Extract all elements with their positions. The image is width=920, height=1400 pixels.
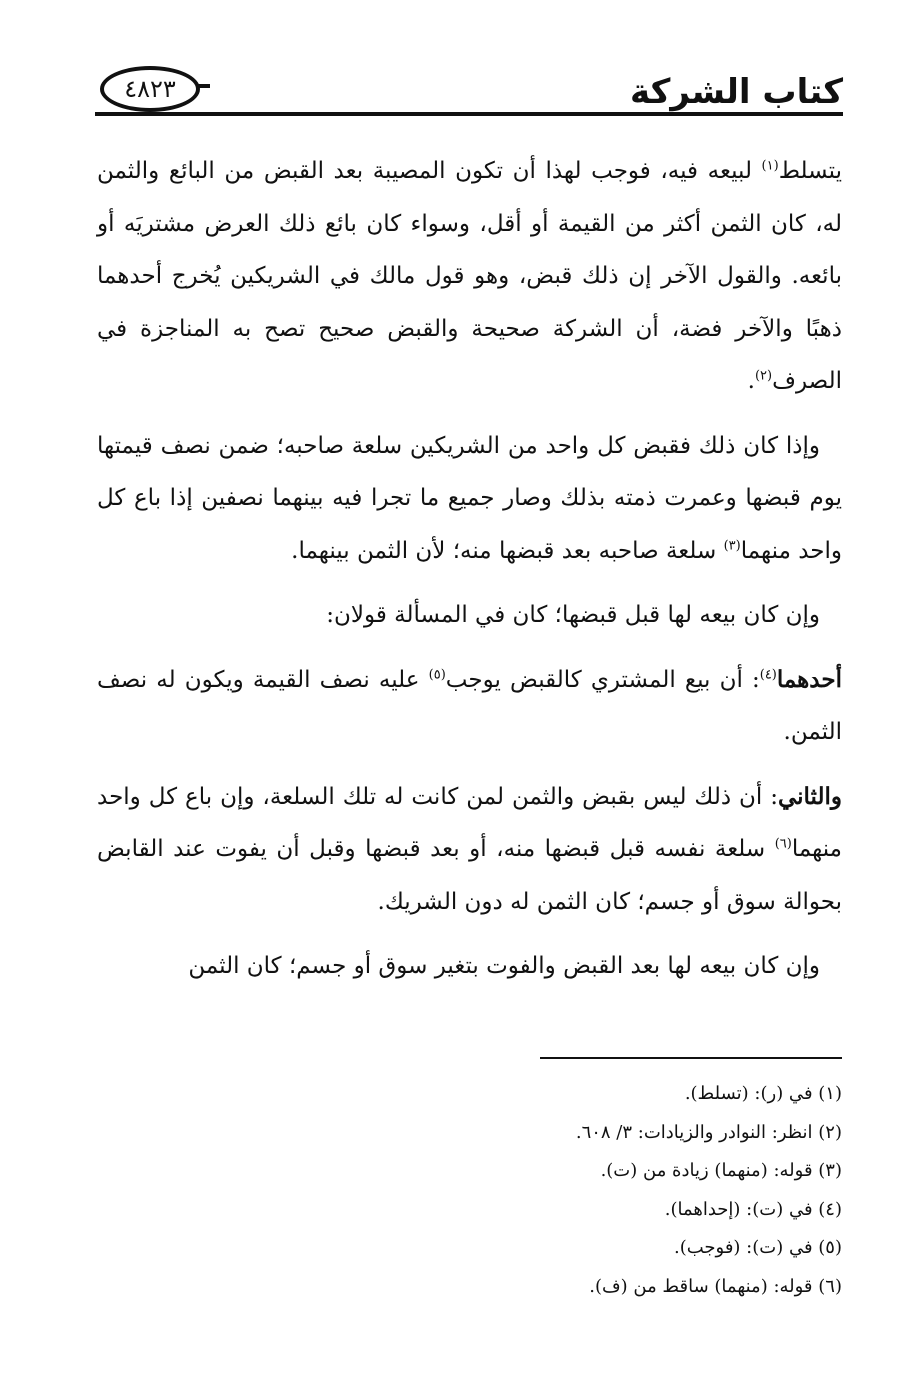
footnote: (٤) في (ت): (إحداهما).: [664, 1198, 842, 1220]
paragraph-text: لبيعه فيه، فوجب لهذا أن تكون المصيبة بعد القبض من البائع والثمن له، كان الثمن أكثر من القيمة أو أقل، وسواء كان بائع ذلك العرض مشتريَه أو بائعه. والقول الآخر إن ذلك قبض، وهو قول مالك في الشريكين يُخرج أحدهما ذهبًا والآخر فضة، أن الشركة صحيحة والقبض صحيح تصح به المناجزة في الصرف: [97, 158, 842, 394]
paragraph-text: وإن كان بيعه لها بعد القبض والفوت بتغير سوق أو جسم؛ كان الثمن: [188, 953, 820, 979]
footnote-ref: (١): [761, 158, 779, 174]
paragraph-1: [97, 145, 842, 408]
paragraph-text: سلعة نفسه قبل قبضها منه، أو بعد قبضها وقبل أن يفوت عند القابض بحوالة سوق أو جسم؛ كان الثمن له دون الشريك.: [97, 836, 842, 915]
main-text: [97, 145, 842, 1005]
paragraph-3: [97, 589, 842, 642]
paragraph-lead: والثاني: [777, 782, 842, 810]
footnote: (٥) في (ت): (فوجب).: [673, 1237, 842, 1258]
paragraph-text: : أن بيع المشتري كالقبض يوجب: [445, 666, 760, 693]
page-number: ٤٨٢٣: [124, 75, 176, 103]
footnote: (٢) انظر: النوادر والزيادات: ٣/ ٦٠٨.: [575, 1121, 842, 1143]
footnote-ref: (٥): [428, 666, 446, 682]
paragraph-text: : أن ذلك ليس بقبض والثمن لمن كانت له تلك السلعة، وإن باع كل واحد منهما: [97, 783, 842, 862]
paragraph-lead: أحدهما: [776, 665, 842, 693]
paragraph-text: عليه نصف القيمة ويكون له نصف الثمن.: [97, 666, 842, 745]
footnote-ref: (٦): [774, 836, 792, 852]
footnote: (١) في (ر): (تسلط).: [684, 1083, 842, 1104]
footnote-ref: (٣): [723, 537, 741, 553]
header-divider: [95, 112, 843, 116]
page-number-badge: [100, 66, 200, 112]
footnotes: [97, 1075, 842, 1306]
paragraph-4: [97, 654, 842, 759]
paragraph-text: وإذا كان ذلك فقبض كل واحد من الشريكين سلعة صاحبه؛ ضمن نصف قيمتها يوم قبضها وعمرت ذمته بذلك وصار جميع ما تجرا فيه بينهما نصفين إذا باع كل واحد منهما: [97, 432, 842, 564]
footnote: (٣) قوله: (منهما) زيادة من (ت).: [600, 1160, 842, 1181]
footnote-ref: (٤): [759, 666, 777, 682]
book-title: كتاب الشركة: [630, 72, 843, 112]
paragraph-text: .: [747, 368, 755, 394]
paragraph-2: [97, 420, 842, 578]
paragraph-5: [97, 771, 842, 929]
paragraph-text: يتسلط: [778, 158, 842, 184]
paragraph-text: سلعة صاحبه بعد قبضها منه؛ لأن الثمن بينهما.: [291, 537, 724, 564]
footnote-divider: [540, 1057, 842, 1059]
paragraph-6: [97, 940, 842, 993]
footnote-ref: (٢): [754, 368, 773, 384]
paragraph-text: وإن كان بيعه لها قبل قبضها؛ كان في المسألة قولان:: [326, 602, 820, 628]
footnote: (٦) قوله: (منهما) ساقط من (ف).: [589, 1275, 842, 1297]
